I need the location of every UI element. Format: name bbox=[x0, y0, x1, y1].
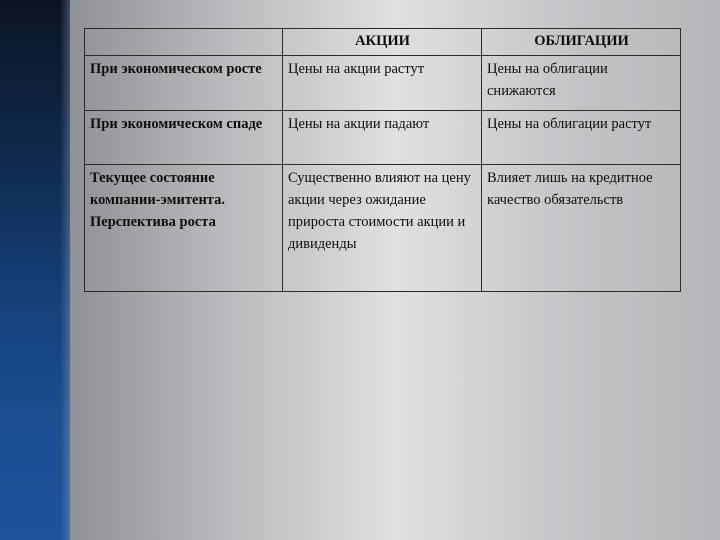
header-bonds: ОБЛИГАЦИИ bbox=[482, 29, 681, 56]
bonds-cell: Цены на облигации растут bbox=[482, 111, 681, 165]
row-label: При экономическом росте bbox=[85, 56, 283, 111]
comparison-table bbox=[84, 28, 681, 292]
side-decoration-bar bbox=[0, 0, 70, 540]
stocks-cell: Цены на акции падают bbox=[283, 111, 482, 165]
bonds-cell: Цены на облигации снижаются bbox=[482, 56, 681, 111]
row-label: Текущее состояние компании-эмитента. Перспектива роста bbox=[85, 165, 283, 292]
header-empty bbox=[85, 29, 283, 56]
stocks-cell: Цены на акции растут bbox=[283, 56, 482, 111]
header-stocks: АКЦИИ bbox=[283, 29, 482, 56]
table-row bbox=[85, 56, 681, 111]
stocks-cell: Существенно влияют на цену акции через ожидание прироста стоимости акции и дивиденды bbox=[283, 165, 482, 292]
row-label: При экономическом спаде bbox=[85, 111, 283, 165]
table-row bbox=[85, 165, 681, 292]
table-row bbox=[85, 111, 681, 165]
table-header-row bbox=[85, 29, 681, 56]
bonds-cell: Влияет лишь на кредитное качество обязательств bbox=[482, 165, 681, 292]
